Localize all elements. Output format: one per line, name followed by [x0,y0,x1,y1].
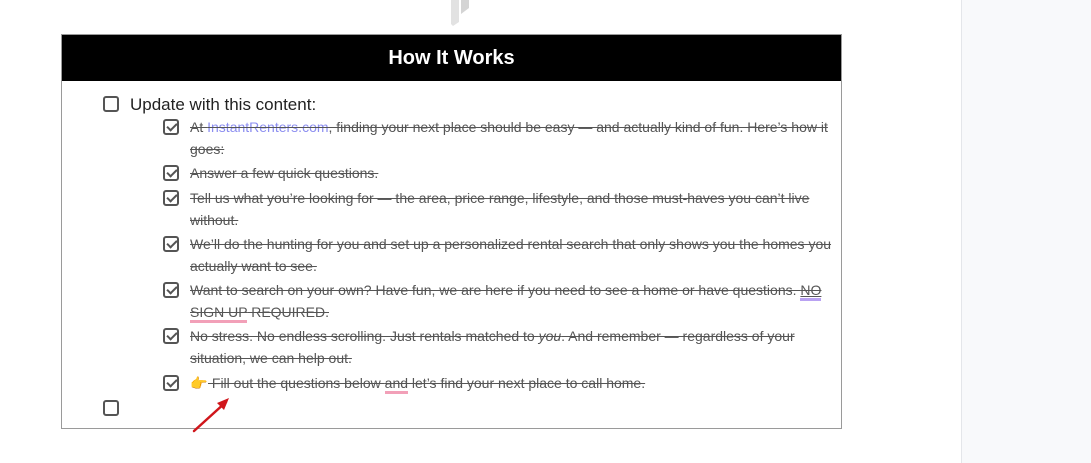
right-side-panel [961,0,1091,463]
annotation-arrow-icon [190,394,234,434]
spell-underline[interactable]: NO [800,282,821,301]
item-text-part: Want to search on your own? Have fun, we are here if you need to see a home or have questions. [190,282,801,298]
item-checkbox[interactable] [163,236,179,252]
logo-icon [449,0,471,26]
root-checkbox[interactable] [103,96,119,112]
item-checkbox[interactable] [163,165,179,181]
card-title: How It Works [62,35,841,81]
checklist-item-text: Answer a few quick questions. [190,165,379,181]
checklist-item-text [190,279,835,323]
checklist-item-text [190,116,835,160]
item-text-part: , finding your next place should be easy — and actually kind of fun. Here’s how it goes: [190,119,828,157]
site-link[interactable]: InstantRenters.com [207,119,329,135]
spell-underline[interactable]: SIGN UP [190,304,247,323]
item-text-part: REQUIRED. [247,304,329,320]
item-text-part: No stress. No endless scrolling. Just rentals matched to [190,328,539,344]
item-text-part: At [190,119,208,135]
checklist-item-text [190,372,835,394]
spell-underline[interactable]: and [385,375,408,394]
item-checkbox[interactable] [163,282,179,298]
item-checkbox[interactable] [163,119,179,135]
checklist-item-text: Tell us what you’re looking for — the area, price range, lifestyle, and those must-haves you can’t live without. [190,190,810,228]
item-text-part: Fill out the questions below [208,375,385,391]
checklist-item-text: We’ll do the hunting for you and set up a personalized rental search that only shows you the homes you actually want to see. [190,236,832,274]
checklist-item-text [190,325,835,369]
root-item-label: Update with this content: [130,95,317,114]
item-checkbox[interactable] [163,328,179,344]
item-text-emphasis: you [538,328,562,344]
how-it-works-card [61,34,842,429]
item-text-part: let’s find your next place to call home. [408,375,646,391]
pointing-hand-icon: 👉 [190,375,208,391]
item-checkbox[interactable] [163,375,179,391]
item-checkbox[interactable] [163,190,179,206]
item-text-part: . And remember — regardless of your situation, we can help out. [190,328,795,366]
empty-checkbox[interactable] [103,400,119,416]
